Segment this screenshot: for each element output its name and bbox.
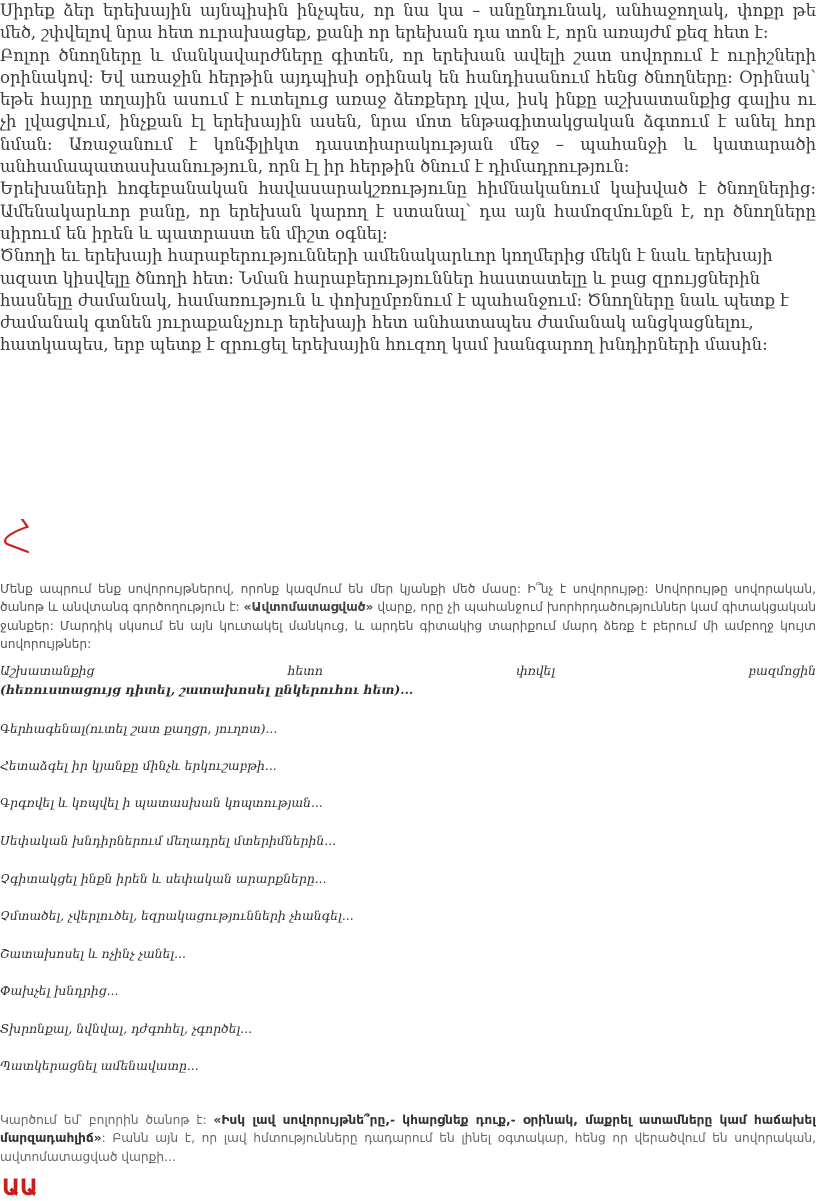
intro-text: Մենք ապրում ենք սովորույթներով, որոնք կազմում են մեր կյանքի մեծ մասը: Ի՞նչ է սովորույթը: Սովորույթը սովորական, ծանոթ և անվտանգ գործողություն է:	[0, 582, 816, 615]
list-item: Գերհագենալ(ուտել շատ քաղցր, յուղոտ)...	[0, 721, 278, 736]
list-item: Պատկերացնել ամենավատը...	[0, 1058, 199, 1073]
list-item: Փախչել խնդրից...	[0, 983, 119, 998]
list-word: հետո	[287, 663, 323, 678]
list-item: Գրգռվել և կռպվել ի պատասխան կոպտության...	[0, 795, 323, 810]
list-item: Սեփական խնդիրներում մեղադրել մտերիմներին...	[0, 833, 337, 848]
list-item: Հետաձգել իր կյանքը մինչև երկուշաբթի...	[0, 758, 277, 773]
intro-bold-text: «Ավտոմատացված»	[243, 600, 374, 615]
list-item	[0, 662, 816, 680]
outro-bold-text: «Իսկ լավ սովորույթնե՞րը,- կհարցնեք դուք,- օրինակ, մաքրել ատամները կամ հաճախել մարզադահլիճ»	[0, 1113, 816, 1146]
list-item: Տխրոնքալ, նվնվալ, դժգոհել, չգործել...	[0, 1021, 253, 1036]
list-item: Չմտածել, չվերլուծել, եզրակացությունների չհանգել...	[0, 908, 354, 923]
list-item: Չգիտակցել ինքն իրեն և սեփական արարքները...	[0, 871, 327, 886]
paragraph: Ծնողի եւ երեխայի հարաբերությունների ամենակարևոր կողմերից մեկն է նաև երեխայի ազատ կիսվելը ծնողի հետ: Նման հարաբերություններ հաստատելը և բաց զրույցներին հասնելը ժամանակ, համառություն և փոխըմբռնում է պահանջում: Ծնողները նաև պետք է ժամանակ գտնեն յուրաքանչյուր երեխայի հետ անհատապես ժամանակ անցկացնելու, հատկապես, երբ պետք է զրուցել երեխային հուզող կամ խանգարող խնդիրների մասին:	[0, 246, 789, 355]
outro-text-end: : Բանն այն է, որ լավ հմտությունները դադարում են լինել օգտակար, հենց որ վերածվում են սովորական, ավտոմատացված վարքի...	[0, 1131, 816, 1164]
section-initial-letter: Հ	[2, 510, 34, 564]
list-word: Աշխատանքից	[0, 663, 95, 678]
intro-paragraph	[0, 580, 816, 654]
outro-text: Կարծում եմ՝ բոլորին ծանոթ է:	[0, 1113, 214, 1127]
paragraph: Բոլոր ծնողները և մանկավարժները գիտեն, որ երեխան ավելի շատ սովորում է ուրիշների օրինակով: Եվ առաջին հերթին այդպիսի օրինակ են հանդիսանում հենց ծնողները: Օրինակ՝ եթե հայրը տղային ասում է ուտելուց առաջ ձեռքերդ լվա, իսկ ինքը աշխատանքից գալիս ու չի լվացվում, ինչքան էլ երեխային ասեն, նրա մոտ ենթագիտակցական ձգտում է անել հոր նման: Առաջանում է կոնֆլիկտ դաստիարակության մեջ – պահանջի և կատարածի անհամապատասխանություն, որն էլ իր հերթին ծնում է դիմադրություն:	[0, 45, 816, 177]
paragraph: Երեխաների հոգեբանական հավասարակշռությունը հիմնականում կախված է ծնողներից: Ամենակարևոր բանը, որ երեխան կարող է ստանալ՝ դա այն համոզմունքն է, որ ծնողները սիրում են իրեն և պատրաստ են միշտ օգնել:	[0, 179, 816, 243]
main-text	[0, 0, 816, 357]
paragraph: Սիրեք ձեր երեխային այնպիսին ինչպես, որ նա կա – անընդունակ, անհաջողակ, փոքր թե մեծ, շփվելով նրա հետ ուրախացեք, քանի որ երեխան դա տոն է, որն առայժմ քեզ հետ է:	[0, 1, 816, 43]
list-item: Շատախոսել և ոչինչ չանել...	[0, 946, 186, 961]
intro-text-end: վարք, որը չի պահանջում խորհրդածություններ կամ գիտակցական ջանքեր: Մարդիկ սկսում են այն կուտակել մանկուց, և արդեն գիտակից տարիքում մարդ ձեռք է բերում մի ամբողջ կույտ սովորույթներ:	[0, 600, 816, 652]
next-section-letter: ԱԱ	[2, 1176, 38, 1201]
outro-paragraph	[0, 1111, 816, 1166]
list-item-continuation: (հեռուստացույց դիտել, շատախոսել ընկերուհու հետ)...	[0, 682, 414, 697]
list-word: փռվել	[516, 663, 556, 678]
list-word: բազմոցին	[748, 663, 816, 678]
